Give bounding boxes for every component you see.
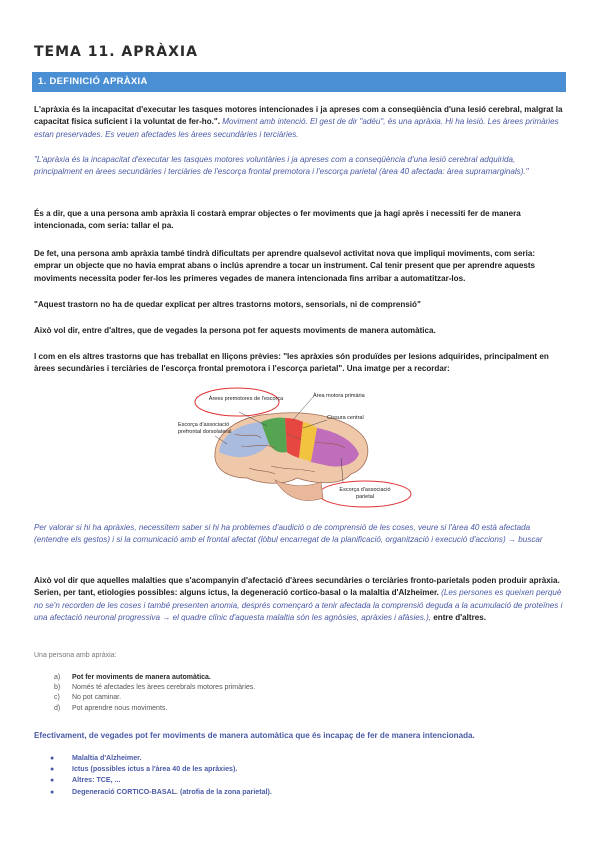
bullet-icon: ●	[50, 777, 55, 785]
list-item	[54, 704, 534, 714]
definition-bold-text: L'apràxia és la incapacitat d'executar les tasques motores intencionades i ja apreses com a conseqüència d'una lesió cerebral, malgrat la capacitat física suficient i la voluntat de fer-ho.".	[34, 105, 563, 127]
definition-note: Moviment amb intenció. El gest de dir "adéu", és una apràxia. Hi ha lesió. Les àrees primàries estan preservades. Es veuen afectades les àrees secundàries i terciàries.	[34, 117, 559, 139]
list-item	[54, 693, 534, 703]
option-text: Només té afectades les àrees cerebrals motores primàries.	[72, 684, 256, 692]
option-marker: b)	[54, 684, 61, 692]
bullet-text: Altres: TCE, ...	[72, 776, 121, 785]
premotor-label: Àrees premotores de l'escorça	[208, 396, 284, 402]
prefrontal-label: Escorça d'associació prefrontal dorsolateral	[178, 422, 232, 435]
meaning-text: És a dir, que a una persona amb apràxia li costarà emprar objectes o fer moviments que ja hagi après i necessiti fer de manera intencionada, com seria: tallar el pa.	[34, 209, 521, 231]
paragraph-etiologies	[34, 575, 564, 625]
list-item	[50, 787, 272, 798]
bullet-text: Ictus (possibles ictus a l'àrea 40 de les apràxies).	[72, 765, 238, 774]
paragraph-learning	[34, 248, 564, 285]
answer-options	[54, 673, 534, 714]
option-marker: a)	[54, 674, 61, 681]
etiologies-end: entre d'altres.	[431, 613, 487, 623]
central-label: Cissura central	[327, 415, 364, 421]
paragraph-lesions	[34, 351, 564, 376]
bullet-icon: ●	[50, 788, 55, 796]
paragraph-meaning	[34, 208, 564, 233]
paragraph-automatic	[34, 325, 564, 337]
option-text: Pot aprendre nous moviments.	[72, 704, 168, 712]
criterion-text: "Aquest trastorn no ha de quedar explicat per altres trastorns motors, sensorials, ni de comprensió"	[34, 300, 421, 309]
bullet-text: Malaltia d'Alzheimer.	[72, 754, 142, 762]
paragraph-quote-definition: "L'apràxia és la incapacitat d'executar les tasques motores voluntàries i ja apreses com a conseqüència d'una lesió cerebral adquirida, principalment en àrees secundàries i terciàries de l'escorça frontal premotora i l'escorça parietal (àrea 40 afectada: àrea supramarginals)."	[34, 155, 529, 177]
automatic-text: Això vol dir, entre d'altres, que de vegades la persona pot fer aquests moviments de manera automàtica.	[34, 326, 436, 335]
list-item	[54, 673, 534, 683]
lesions-text: I com en els altres trastorns que has treballat en lliçons prèvies: "les apràxies són produïdes per lesions adquirides, principalment en àrees secundàries i terciàries de l'escorça frontal premotora i l'escorça parietal". Una imatge per a recordar:	[34, 352, 549, 374]
etiologies-note: (Les persones es queixen perquè no se'n recorden de les coses i també presenten anomia, després començaró a tenir afectada la comprensió deguda a la acumulació de proteïnes i una afectació neuronal progressiva → el quadre clínic d'aquesta malaltia són les agnòsies, apràxies i afàsies.),	[34, 588, 563, 623]
etiologies-bold: Això vol dir que aquelles malalties que s'acompanyin d'afectació d'àrees secundàries o terciàries fronto-parietals poden produir apràxia. Serien, per tant, etiologies possibles: alguns ictus, la degeneració cortico-basal o la malaltia d'Alzheimer.	[34, 576, 560, 598]
answer-explanation: Efectivament, de vegades pot fer moviments de manera automàtica que és incapaç de fer de manera intencionada.	[34, 731, 475, 740]
option-text: No pot caminar.	[72, 694, 122, 702]
bullet-icon: ●	[50, 755, 55, 762]
list-item	[50, 775, 272, 786]
question-intro: Una persona amb apràxia:	[34, 652, 117, 659]
list-item	[50, 764, 272, 775]
bullet-text: Degeneració CORTICO-BASAL. (atrofia de la zona parietal).	[72, 787, 272, 796]
list-item	[50, 753, 272, 764]
parietal-label: Escorça d'associació parietal	[339, 487, 391, 500]
bullet-icon: ●	[50, 766, 55, 774]
paragraph-criterion	[34, 299, 564, 311]
option-text: Pot fer moviments de manera automàtica.	[72, 674, 211, 681]
learning-text: De fet, una persona amb apràxia també tindrà dificultats per aprendre qualsevol activitat nova que impliqui moviments, com seria: emprar un objecte que no havia emprat abans o inclús aprendre a tocar un instrument. Cal tenir present que per aprendre aquests moviments necessita poder fer-los les primeres vegades de manera intencionada fins arribar a automatitzar-los.	[34, 249, 536, 283]
etiology-list	[50, 753, 272, 798]
option-marker: c)	[54, 694, 60, 702]
option-marker: d)	[54, 704, 61, 712]
motor-label: Àrea motora primària	[313, 393, 365, 399]
section-heading: 1. DEFINICIÓ APRÀXIA	[32, 72, 566, 92]
paragraph-assessment: Per valorar si hi ha apràxies, necessitem saber si hi ha problemes d'audició o de comprensió de les coses, veure si l'àrea 40 està afectada (entendre els gestos) i si la comunicació amb el frontal afectat (lòbul encarregat de la planificació, organització i execució d'accions) → buscar	[34, 523, 543, 545]
cerebellum	[275, 480, 323, 501]
list-item	[54, 683, 534, 693]
paragraph-definition	[34, 104, 564, 141]
page-title: TEMA 11. APRÀXIA	[34, 44, 198, 60]
